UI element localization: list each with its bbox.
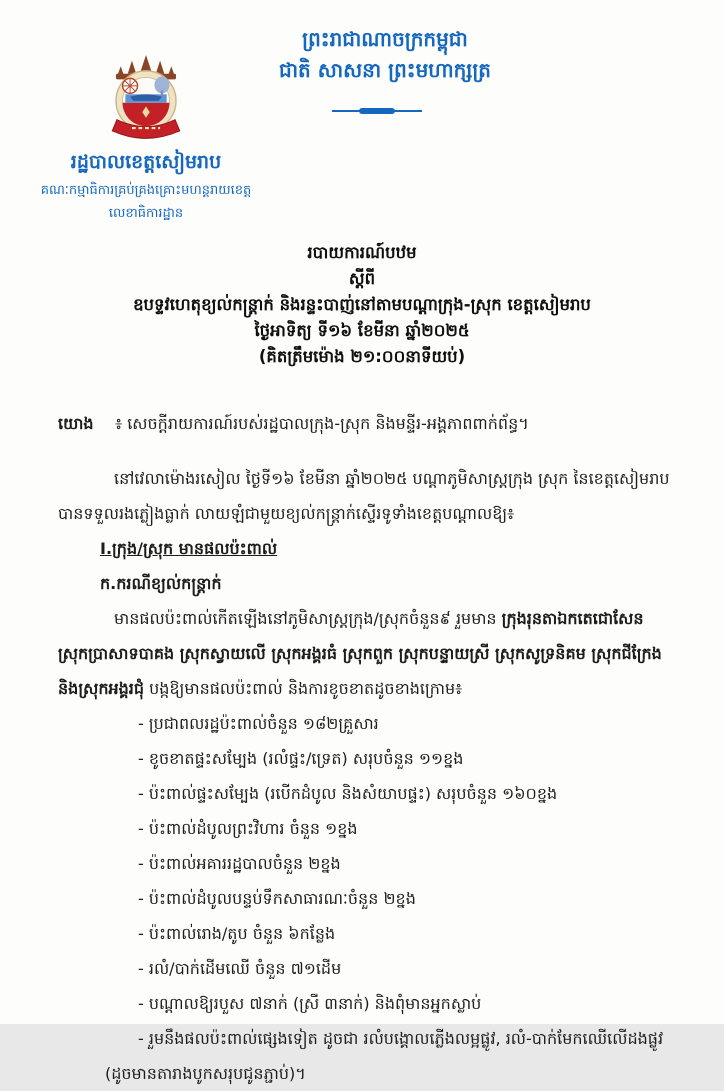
affected-districts-paragraph (58, 601, 670, 706)
list-item: - ប៉ះពាល់អគាររដ្ឋបាលចំនួន ២ខ្នង (138, 854, 341, 873)
title-time-asof: (គិតត្រឹមម៉ោង ២១:០០នាទីយប់) (258, 347, 466, 366)
secretariat-name: លេខាធិការដ្ឋាន (108, 206, 184, 221)
issuing-organization-block (20, 54, 272, 222)
siem-reap-provincial-emblem-icon (94, 54, 198, 144)
damage-list (105, 706, 670, 1091)
para2-lead: មានផលប៉ះពាល់កើតឡើងនៅភូមិសាស្ត្រក្រុង/ស្រុកចំនួន៩ រួមមាន (114, 609, 502, 628)
section-1-heading: I.ក្រុង/ស្រុក មានផលប៉ះពាល់ (100, 539, 278, 558)
divider-thick-center (359, 108, 395, 114)
document-title-block (0, 228, 724, 370)
letterhead (0, 0, 724, 228)
title-regarding: ស្តីពី (348, 269, 376, 288)
list-item: - បណ្តាលឱ្យរបួស ៧នាក់ (ស្រី ៣នាក់) និងពុំមានអ្នកស្លាប់ (138, 994, 482, 1013)
reference-text: ៖ សេចក្តីរាយការណ៍របស់រដ្ឋបាលក្រុង-ស្រុក និងមន្ទីរ-អង្គភាពពាក់ព័ន្ធ។ (115, 414, 529, 433)
list-item: - ប៉ះពាល់ដំបូលព្រះវិហារ ចំនួន ១ខ្នង (138, 819, 358, 838)
subsection-ka-heading: ក.ករណីខ្យល់កន្ត្រាក់ (100, 574, 222, 593)
list-item: - ប៉ះពាល់ផ្ទះសម្បែង (របើកដំបូល និងសំយាបផ្ទះ) សរុបចំនួន ១៦០ខ្នង (138, 784, 558, 803)
list-item: - ប៉ះពាល់រោង/តូប ចំនួន ៦កន្លែង (138, 924, 336, 943)
kingdom-motto-line1: ព្រះរាជាណាចក្រកម្ពុជា (302, 27, 468, 51)
para2-district-names: ក្រុងរុនតាឯកតេជោសែន ស្រុកប្រាសាទបាគង ស្រុកស្វាយលើ ស្រុកអង្គរធំ ស្រុកពួក ស្រុកបន្ទាយស្រី ស្រុកសូទ្រនិគម ស្រុកជីក្រែង និងស្រុកអង្គរជុំ (58, 609, 662, 698)
kingdom-motto-line2: ជាតិ សាសនា ព្រះមហាក្សត្រ (279, 58, 491, 82)
list-item: - រលំ/បាក់ដើមឈើ ចំនួន ៧១ដើម (138, 959, 342, 978)
list-item: - ប៉ះពាល់ដំបូលបន្ទប់ទឹកសាធារណៈចំនួន ២ខ្នង (138, 889, 416, 908)
document-body (58, 406, 670, 1091)
reference-line (58, 406, 670, 441)
para2-tail: បង្កឱ្យមានផលប៉ះពាល់ និងការខូចខាតដូចខាងក្រោម៖ (144, 679, 463, 698)
title-subject: ឧបទ្ទវហេតុខ្យល់កន្ត្រាក់ និងរន្ទះបាញ់នៅតាមបណ្តាក្រុង-ស្រុក ខេត្តសៀមរាប (133, 295, 591, 314)
administration-name: រដ្ឋបាលខេត្តសៀមរាប (70, 151, 222, 173)
list-item: - ខូចខាតផ្ទះសម្បែង (រលំផ្ទះ/ទ្រេត) សរុបចំនួន ១១ខ្នង (138, 749, 464, 768)
intro-paragraph: នៅវេលាម៉ោងរសៀល ថ្ងៃទី១៦ ខែមីនា ឆ្នាំ២០២៥ បណ្តាភូមិសាស្ត្រក្រុង ស្រុក នៃខេត្តសៀមរាប បានទទួលរងភ្លៀងធ្លាក់ លាយឡំជាមួយខ្យល់កន្ត្រាក់ស្ទើរទូទាំងខេត្តបណ្តាលឱ្យ៖ (58, 469, 670, 523)
reference-label: យោង (58, 414, 94, 433)
title-date: ថ្ងៃអាទិត្យ ទី១៦ ខែមីនា ឆ្នាំ២០២៥ (254, 321, 470, 340)
report-type-title: របាយការណ៍បឋម (307, 243, 417, 262)
list-item: - ប្រជាពលរដ្ឋប៉ះពាល់ចំនួន ១៨២គ្រួសារ (138, 714, 379, 733)
tapered-rule-divider (332, 108, 422, 114)
committee-name: គណៈកម្មាធិការគ្រប់គ្រងគ្រោះមហន្តរាយខេត្ត (40, 183, 252, 198)
list-item: - រួមនឹងផលប៉ះពាល់ផ្សេងទៀត ដូចជា រលំបង្គោលភ្លើងលម្អផ្លូវ, រលំ-បាក់មែកឈើលើដងផ្លូវ (ដូចមានតារាងបូកសរុបជូនភ្ជាប់)។ (105, 1029, 664, 1083)
